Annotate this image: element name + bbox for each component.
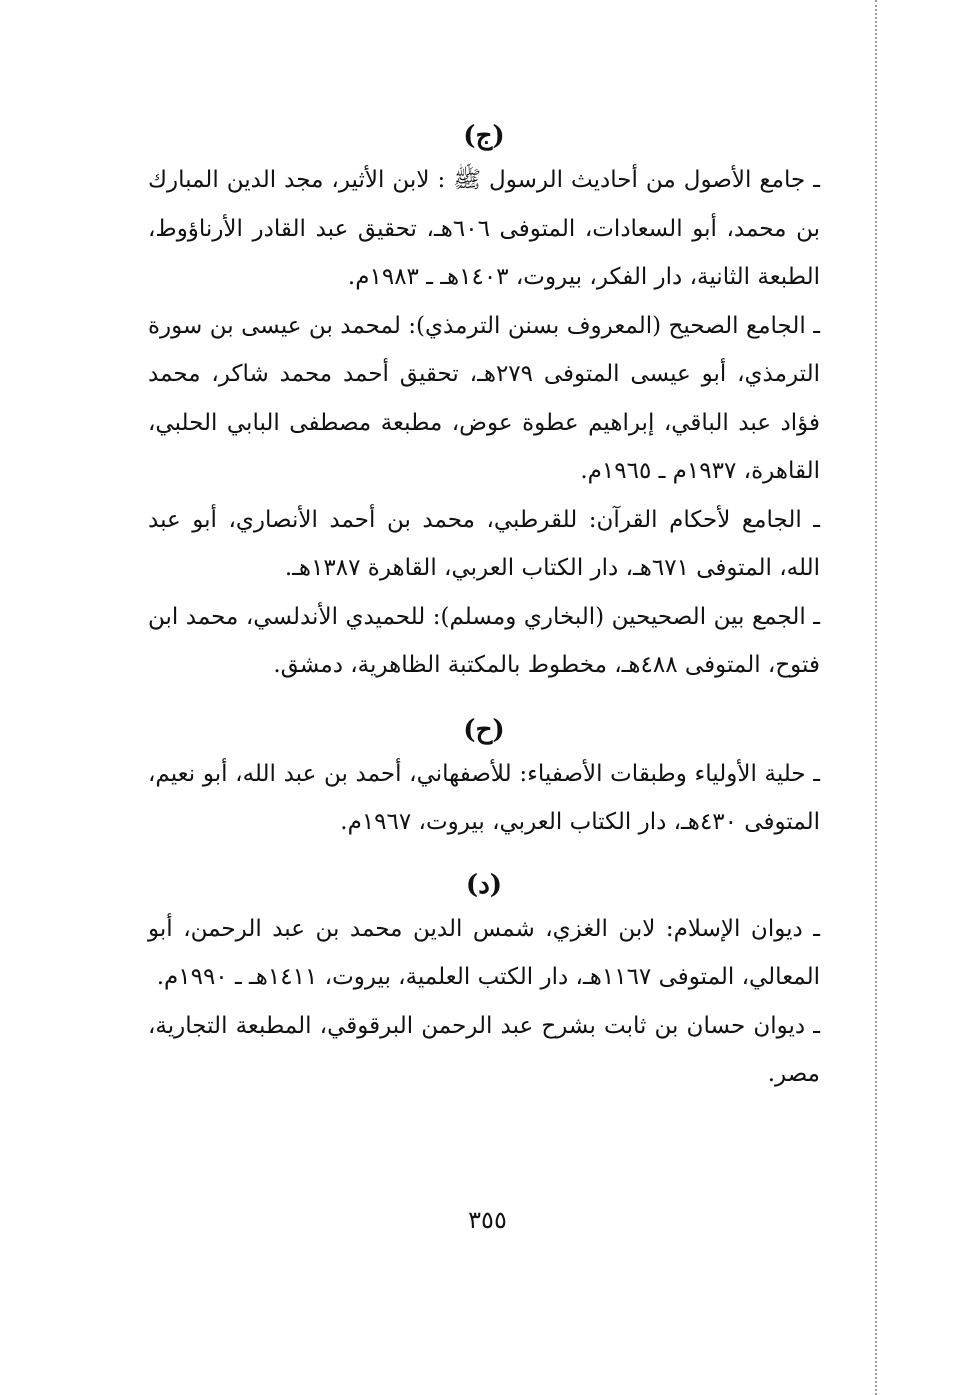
section-heading-jim: (ج) [463, 121, 505, 151]
bibliography-entry: ـ الجامع لأحكام القرآن: للقرطبي، محمد بن أحمد الأنصاري، أبو عبد الله، المتوفى ٦٧١هـ، دار الكتاب العربي، القاهرة ١٣٨٧هـ. [148, 506, 820, 581]
bibliography-entry: ـ حلية الأولياء وطبقات الأصفياء: للأصفهاني، أحمد بن عبد الله، أبو نعيم، المتوفى ٤٣٠هـ، دار الكتاب العربي، بيروت، ١٩٦٧م. [148, 760, 820, 835]
bibliography-entry: ـ الجمع بين الصحيحين (البخاري ومسلم): للحميدي الأندلسي، محمد ابن فتوح، المتوفى ٤٨٨هـ، مخطوط بالمكتبة الظاهرية، دمشق. [148, 603, 820, 678]
bibliography-entry: ـ ديوان حسان بن ثابت بشرح عبد الرحمن البرقوقي، المطبعة التجارية، مصر. [148, 1012, 820, 1087]
scan-margin-dotted-line [875, 0, 877, 1395]
bibliography-content [148, 116, 820, 1099]
section-heading-dal: (د) [465, 869, 503, 900]
bibliography-entry: ـ الجامع الصحيح (المعروف بسنن الترمذي): لمحمد بن عيسى بن سورة الترمذي، أبو عيسى المتوفى ٢٧٩هـ، تحقيق أحمد محمد شاكر، محمد فؤاد عبد الباقي، إبراهيم عطوة عوض، مطبعة مصطفى البابي الحلبي، القاهرة، ١٩٣٧م ـ ١٩٦٥م. [148, 312, 820, 484]
page-number: ٣٥٥ [468, 1206, 507, 1234]
bibliography-entry: ـ ديوان الإسلام: لابن الغزي، شمس الدين محمد بن عبد الرحمن، أبو المعالي، المتوفى ١١٦٧هـ، دار الكتب العلمية، بيروت، ١٤١١هـ ـ ١٩٩٠م. [148, 915, 820, 990]
bibliography-entry: ـ جامع الأصول من أحاديث الرسول ﷺ : لابن الأثير، مجد الدين المبارك بن محمد، أبو السعادات، المتوفى ٦٠٦هـ، تحقيق عبد القادر الأرناؤوط، الطبعة الثانية، دار الفكر، بيروت، ١٤٠٣هـ ـ ١٩٨٣م. [148, 167, 820, 290]
section-heading-ha: (ح) [463, 714, 505, 745]
